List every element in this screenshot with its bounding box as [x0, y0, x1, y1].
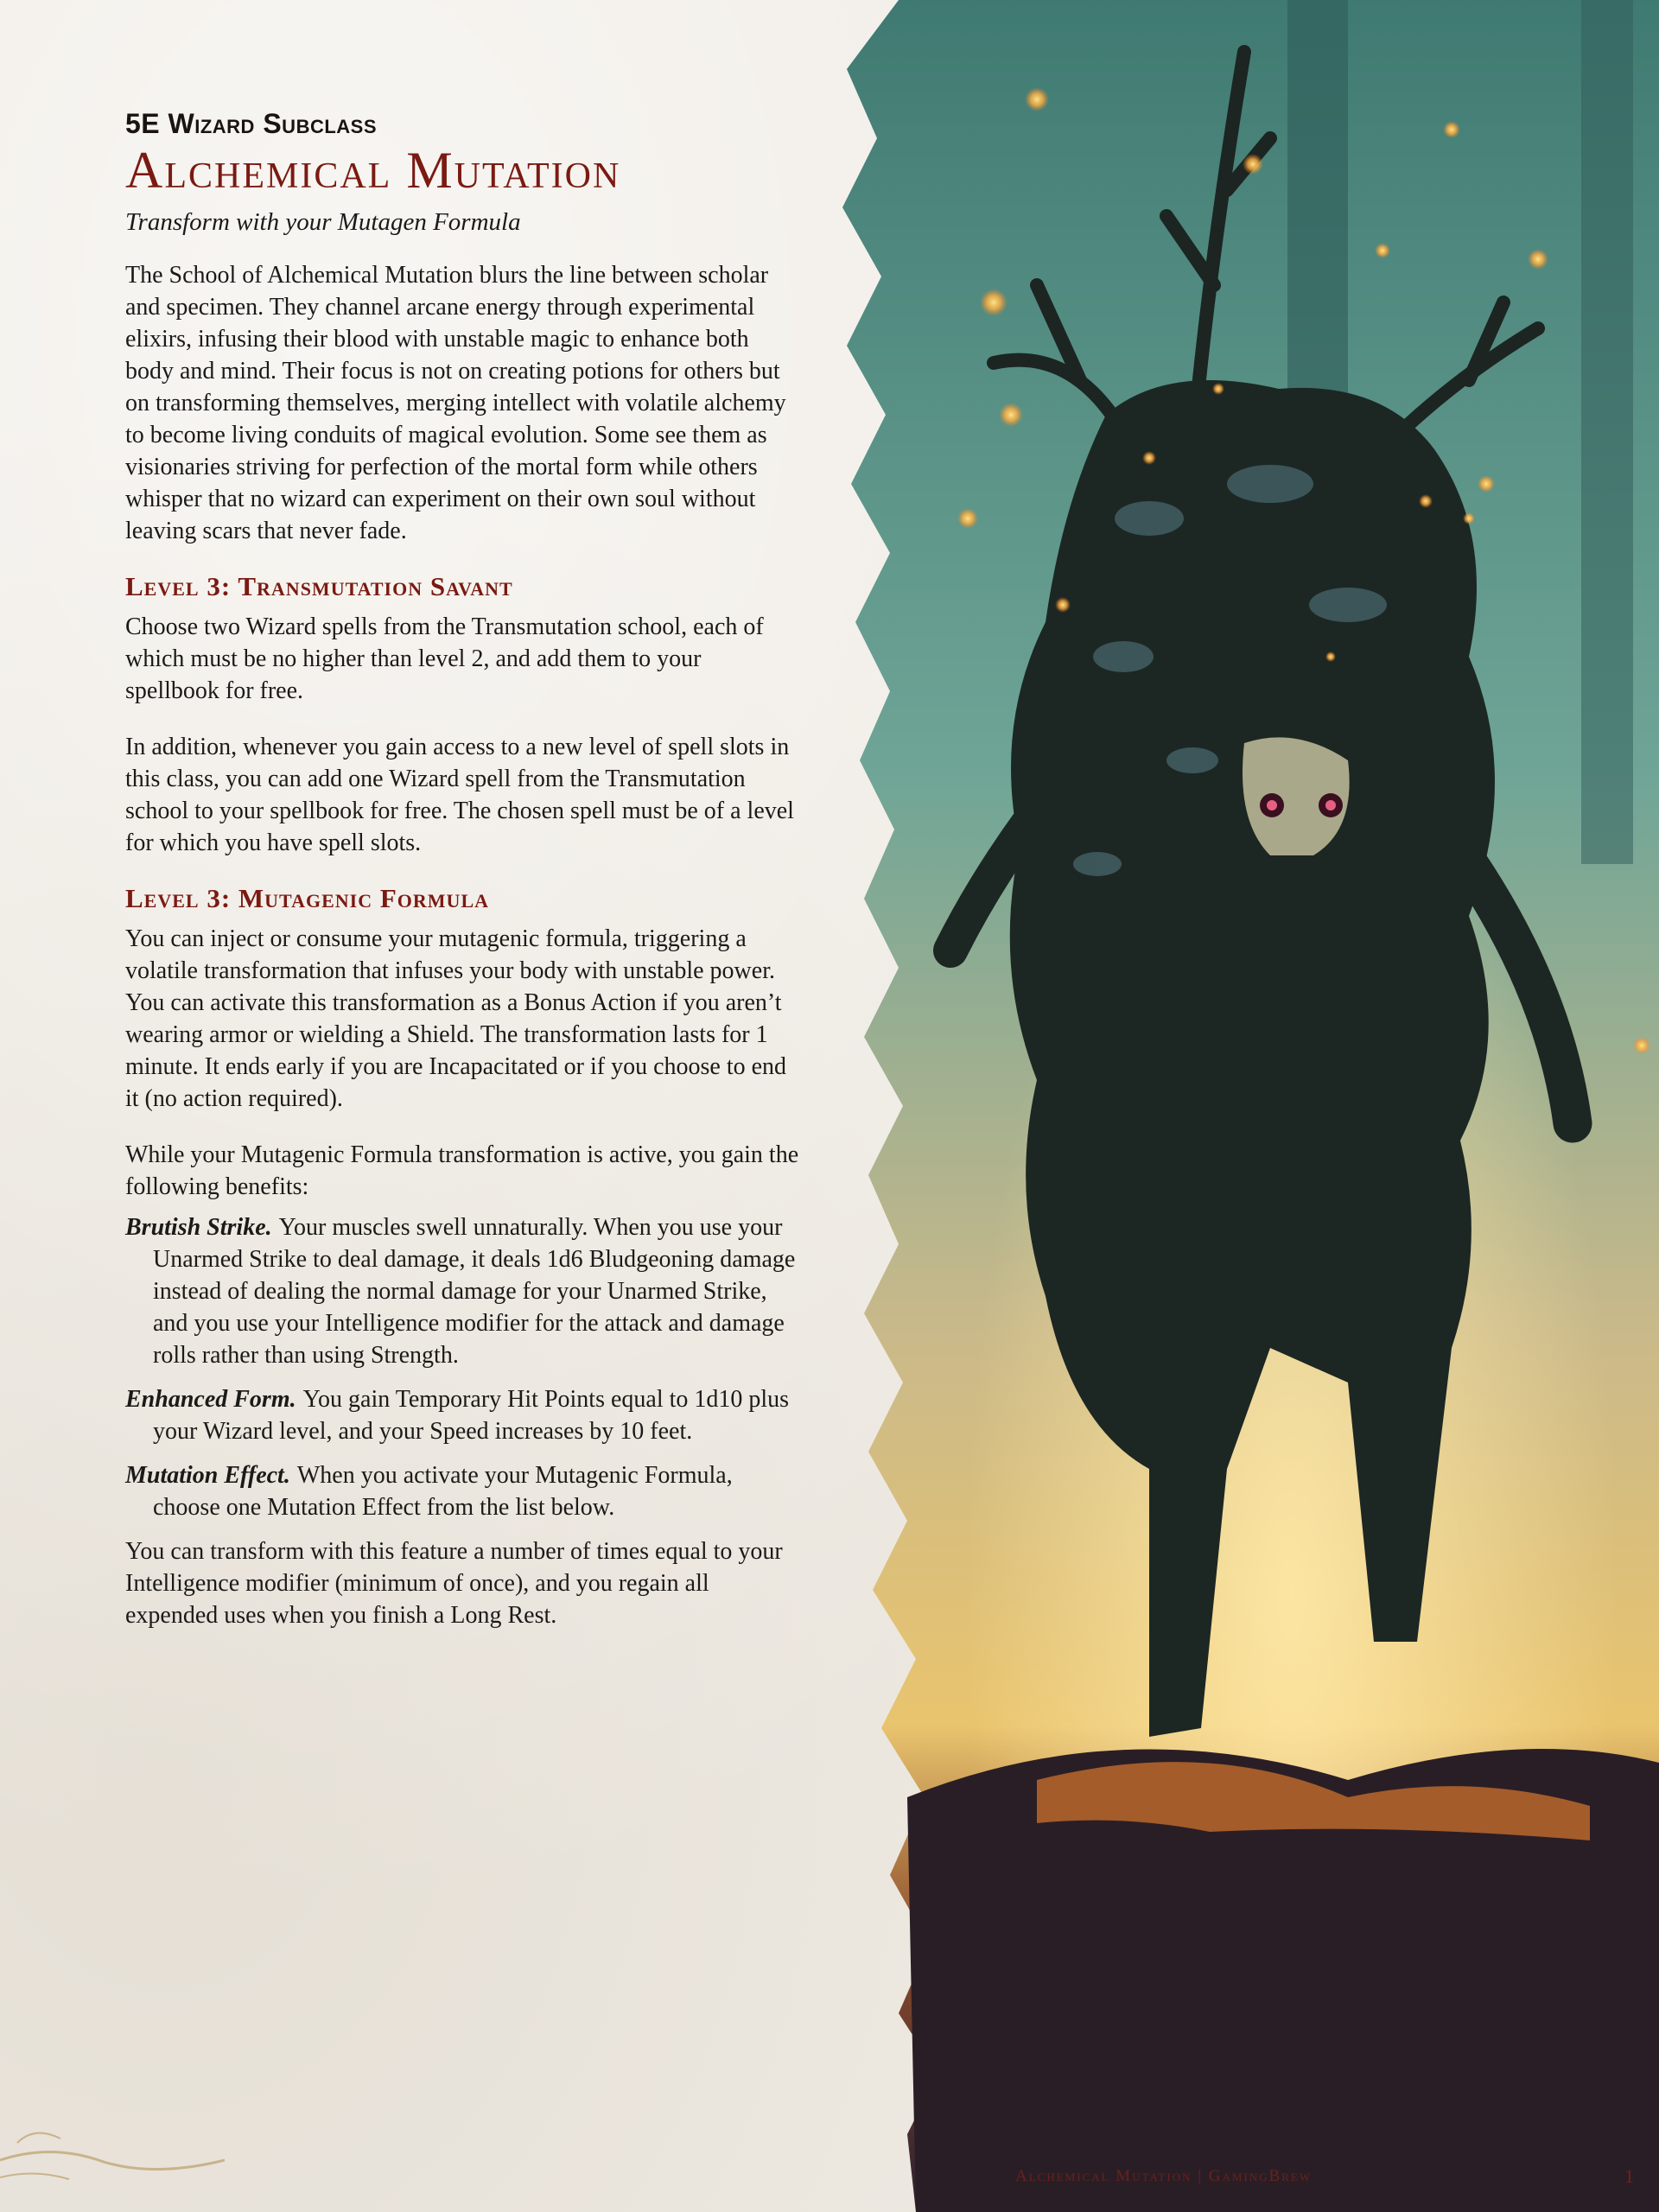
- benefit-name: Mutation Effect.: [125, 1462, 290, 1489]
- benefit-text: You gain Temporary Hit Points equal to 1d10 plus your Wizard level, and your Speed increases by 10 feet.: [153, 1386, 790, 1445]
- intro-paragraph: The School of Alchemical Mutation blurs the line between scholar and specimen. They channel arcane energy through experimental elixirs, infusing their blood with unstable magic to enhance both body and mind. Their focus is not on creating potions for others but on transforming themselves, merging intellect with volatile alchemy to become living conduits of magical evolution. Some see them as visionaries striving for perfection of the mortal form while others whisper that no wizard can experiment on their own soul without leaving scars that never fade.: [125, 262, 786, 544]
- section-heading-formula: Level 3: Mutagenic Formula: [125, 883, 490, 913]
- page-number: 1: [1624, 2165, 1634, 2187]
- page-title: Alchemical Mutation: [125, 142, 621, 199]
- savant-paragraph-2: In addition, whenever you gain access to a new level of spell slots in this class, you can add one Wizard spell from the Transmutation school to your spellbook for free. The chosen spell must be of a level for which you have spell slots.: [125, 734, 794, 856]
- formula-paragraph-2: While your Mutagenic Formula transformation is active, you gain the following benefits:: [125, 1141, 799, 1200]
- main-content: [125, 108, 799, 1656]
- benefit-name: Enhanced Form.: [125, 1386, 296, 1413]
- benefit-item: [125, 1459, 799, 1523]
- section-heading-savant: Level 3: Transmutation Savant: [125, 571, 513, 601]
- savant-paragraph-1: Choose two Wizard spells from the Transmutation school, each of which must be no higher than level 2, and add them to your spellbook for free.: [125, 613, 764, 704]
- tagline: Transform with your Mutagen Formula: [125, 208, 521, 236]
- page-footer: Alchemical Mutation | GamingBrew: [1015, 2167, 1313, 2185]
- benefit-item: [125, 1211, 799, 1371]
- corner-ornament: [0, 2108, 225, 2212]
- benefit-text: Your muscles swell unnaturally. When you use your Unarmed Strike to deal damage, it deals 1d6 Bludgeoning damage instead of dealing the normal damage for your Unarmed Strike, and you use your Intelligence modifier for the attack and damage rolls rather than using Strength.: [153, 1214, 796, 1369]
- formula-paragraph-1: You can inject or consume your mutagenic formula, triggering a volatile transformation that infuses your body with unstable power. You can activate this transformation as a Bonus Action if you aren’t wearing armor or wielding a Shield. The transformation lasts for 1 minute. It ends early if you are Incapacitated or if you choose to end it (no action required).: [125, 925, 787, 1112]
- benefit-item: [125, 1383, 799, 1447]
- subclass-tag: 5E Wizard Subclass: [125, 108, 378, 139]
- formula-paragraph-3: You can transform with this feature a number of times equal to your Intelligence modifier (minimum of once), and you regain all expended uses when you finish a Long Rest.: [125, 1538, 783, 1629]
- benefit-text: When you activate your Mutagenic Formula, choose one Mutation Effect from the list below.: [153, 1462, 733, 1521]
- benefit-name: Brutish Strike.: [125, 1214, 272, 1241]
